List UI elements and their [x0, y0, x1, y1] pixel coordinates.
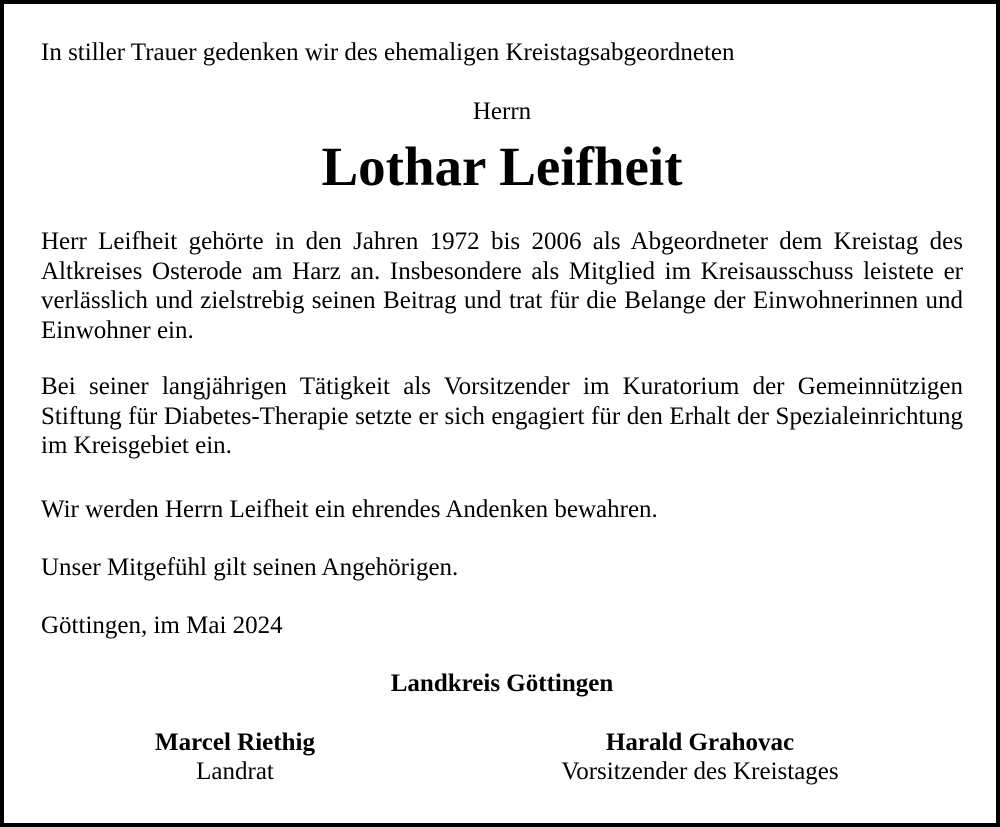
signer-kreistag-chair — [514, 728, 886, 786]
paragraph-career: Herr Leifheit gehörte in den Jahren 1972 bis 2006 als Abgeordneter dem Kreistag des Altkreises Osterode am Harz an. Insbesondere als Mitglied im Kreisausschuss leistete er verlässlich und zielstrebig seinen Beitrag und trat für die Belange der Einwohnerinnen und Einwohner ein. — [41, 228, 963, 344]
signer-name: Marcel Riethig — [155, 729, 315, 756]
notice-content — [41, 4, 963, 823]
intro-text: In stiller Trauer gedenken wir des ehemaligen Kreistagsabgeordneten — [41, 39, 735, 66]
paragraph-foundation: Bei seiner langjährigen Tätigkeit als Vorsitzender im Kuratorium der Gemeinnützigen Stiftung für Diabetes-Therapie setzte er sich engagiert für den Erhalt der Spezialeinrichtung im Kreisgebiet ein. — [41, 373, 963, 459]
signer-name: Harald Grahovac — [605, 729, 795, 756]
organization-name: Landkreis Göttingen — [390, 670, 614, 697]
closing-condolence: Unser Mitgefühl gilt seinen Angehörigen. — [41, 554, 459, 581]
deceased-name: Lothar Leifheit — [321, 136, 683, 197]
closing-remembrance: Wir werden Herrn Leifheit ein ehrendes Andenken bewahren. — [41, 496, 658, 523]
signer-landrat — [104, 728, 366, 786]
place-date: Göttingen, im Mai 2024 — [41, 612, 283, 639]
signer-title: Vorsitzender des Kreistages — [561, 758, 839, 785]
salutation: Herrn — [472, 98, 532, 125]
signer-title: Landrat — [196, 758, 274, 785]
